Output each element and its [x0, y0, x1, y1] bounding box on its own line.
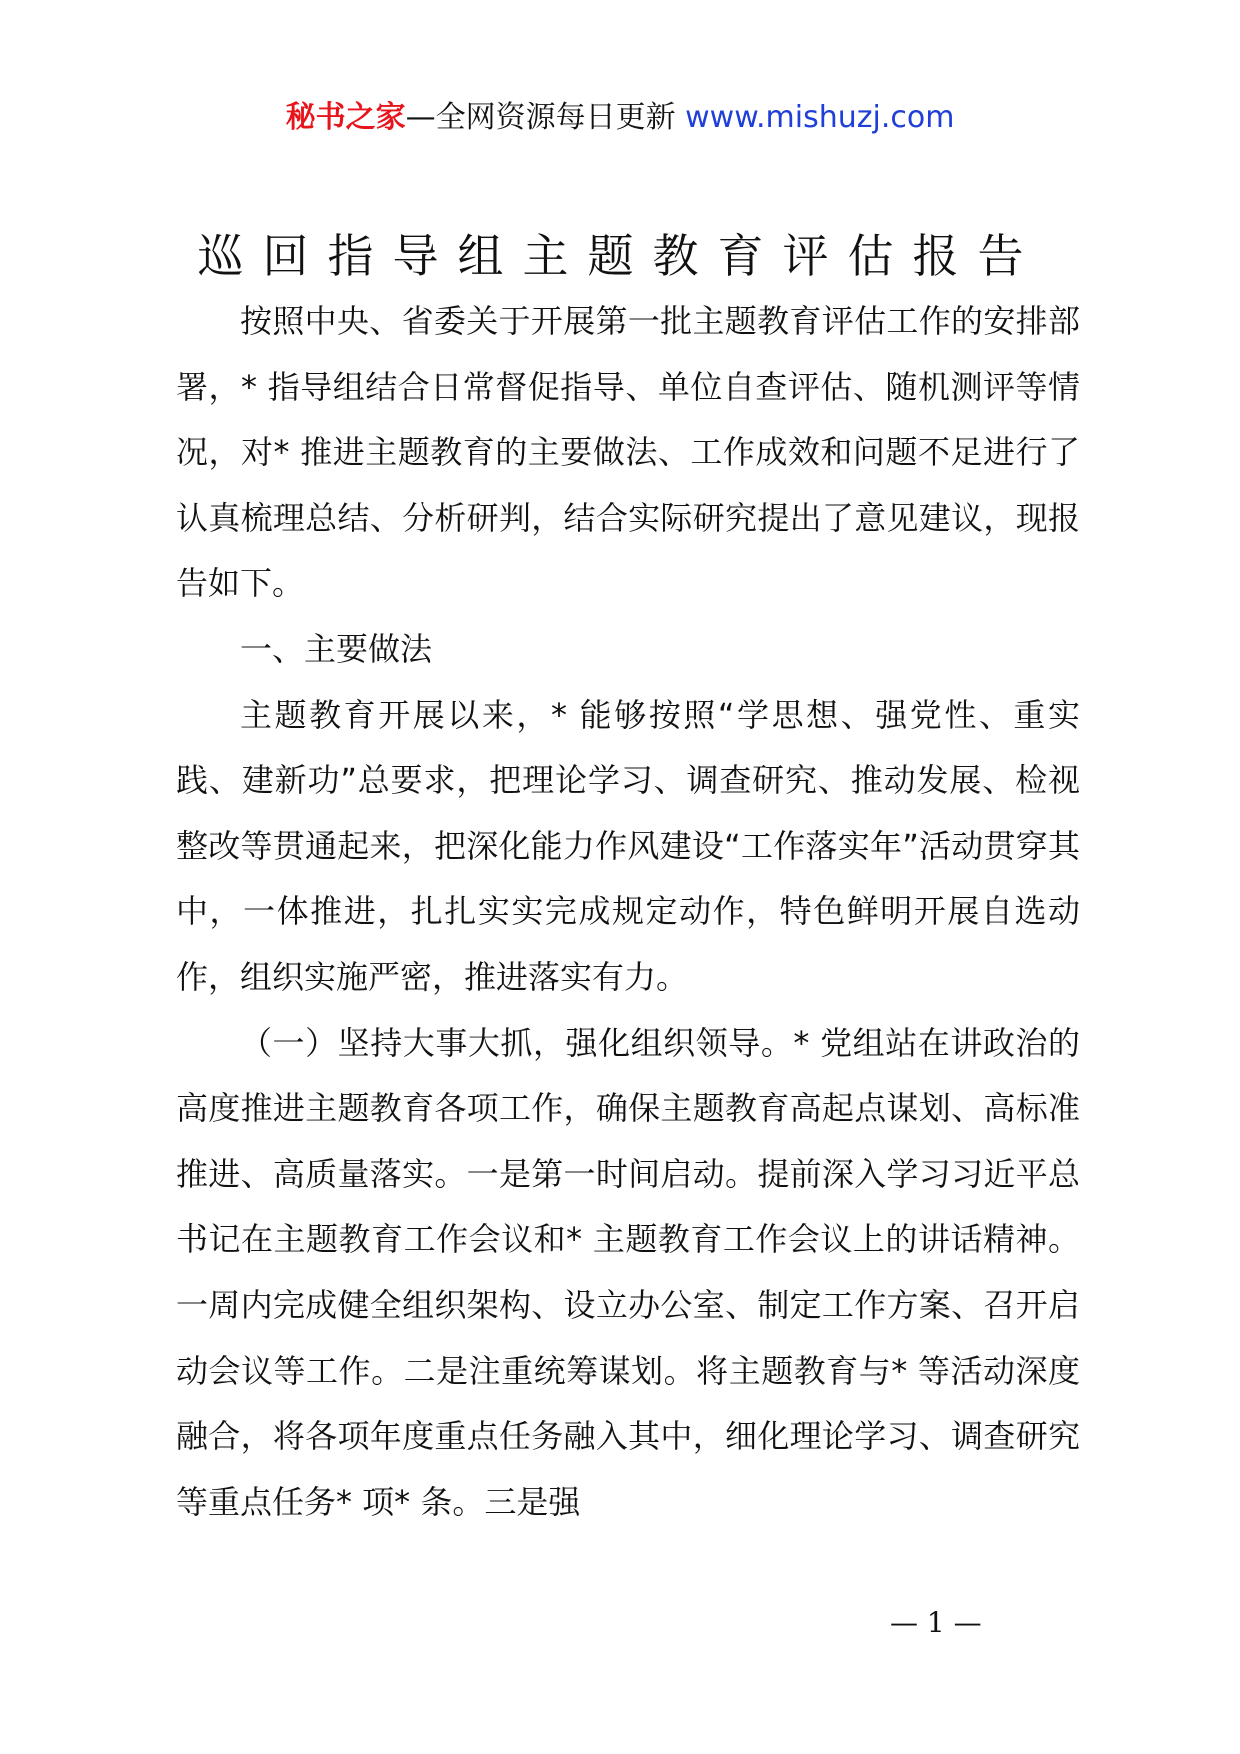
site-tagline: —全网资源每日更新	[405, 100, 686, 135]
intro-paragraph: 按照中央、省委关于开展第一批主题教育评估工作的安排部署，* 指导组结合日常督促指导、单位自查评估、随机测评等情况，对* 推进主题教育的主要做法、工作成效和问题不足进行了认真梳理总结、分析研判，结合实际研究提出了意见建议，现报告如下。	[176, 302, 1080, 603]
document-body	[176, 289, 1080, 1535]
document-title: 巡回指导组主题教育评估报告	[197, 229, 1043, 283]
page-number: — 1 —	[890, 1606, 982, 1639]
subsection-paragraph: （一）坚持大事大抓，强化组织领导。* 党组站在讲政治的高度推进主题教育各项工作，确保主题教育高起点谋划、高标准推进、高质量落实。一是第一时间启动。提前深入学习习近平总书记在主题教育工作会议和* 主题教育工作会议上的讲话精神。一周内完成健全组织架构、设立办公室、制定工作方案、召开启动会议等工作。二是注重统筹谋划。将主题教育与* 等活动深度融合，将各项年度重点任务融入其中，细化理论学习、调查研究等重点任务* 项* 条。三是强	[176, 1023, 1080, 1521]
site-brand: 秘书之家	[285, 100, 406, 135]
section-paragraph: 主题教育开展以来，* 能够按照“学思想、强党性、重实践、建新功”总要求，把理论学习、调查研究、推动发展、检视整改等贯通起来，把深化能力作风建设“工作落实年”活动贯穿其中，一体推进，扎扎实实完成规定动作，特色鲜明开展自选动作，组织实施严密，推进落实有力。	[176, 695, 1080, 996]
site-header	[0, 98, 1240, 138]
site-url-link[interactable]: www.mishuzj.com	[685, 100, 955, 135]
section-heading: 一、主要做法	[240, 629, 433, 668]
